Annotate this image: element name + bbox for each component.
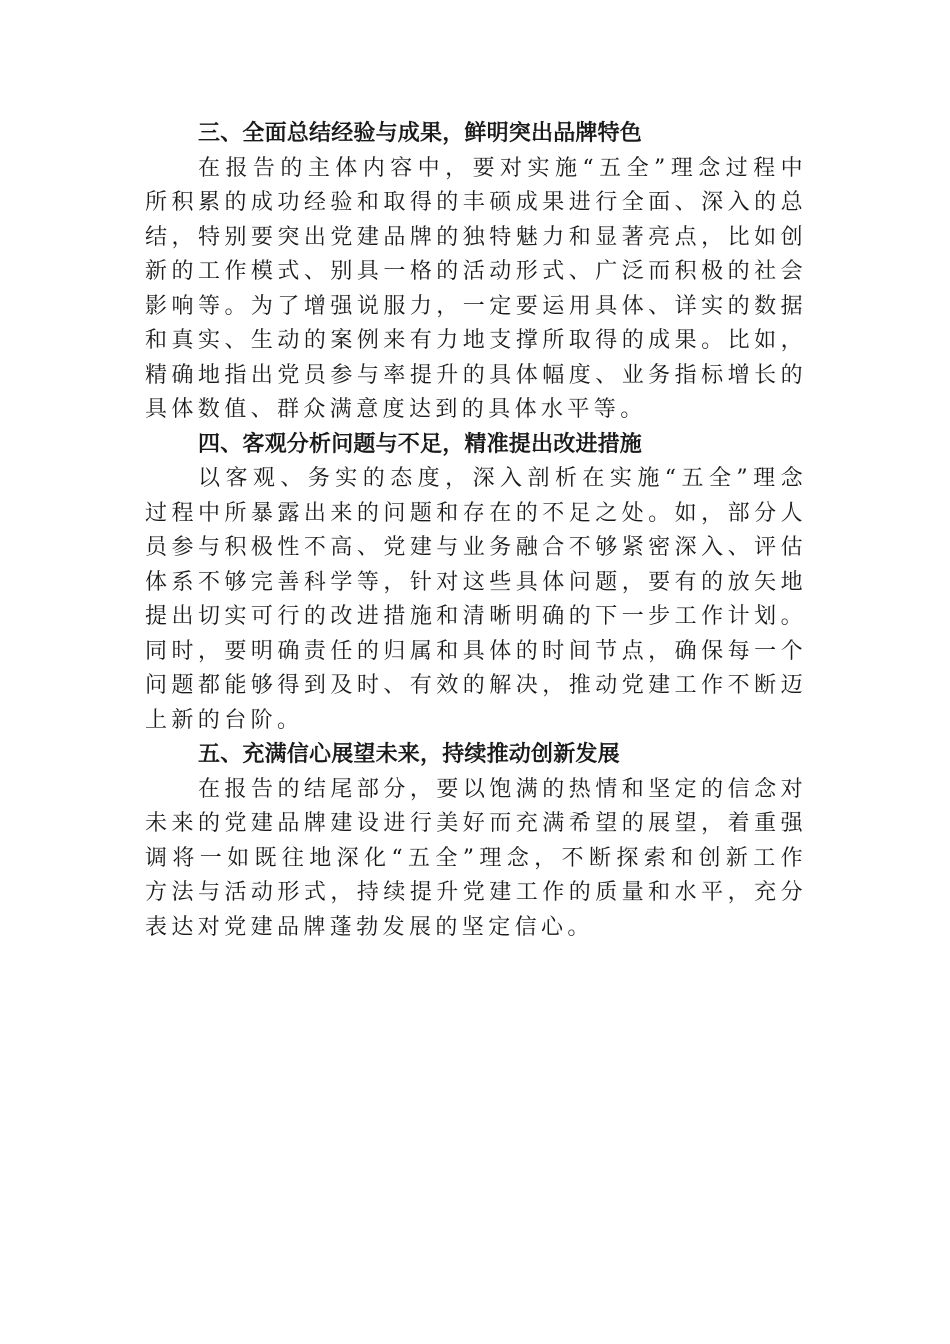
section-heading: 四、客观分析问题与不足，精准提出改进措施	[198, 431, 643, 457]
section-paragraph: 在报告的主体内容中，要对实施“五全”理念过程中所积累的成功经验和取得的丰硕成果进行全面、深入的总结，特别要突出党建品牌的独特魅力和显著亮点，比如创新的工作模式、别具一格的活动形式、广泛而积极的社会影响等。为了增强说服力，一定要运用具体、详实的数据和真实、生动的案例来有力地支撑所取得的成果。比如，精确地指出党员参与率提升的具体幅度、业务指标增长的具体数值、群众满意度达到的具体水平等。	[145, 155, 807, 422]
section-paragraph: 以客观、务实的态度，深入剖析在实施“五全”理念过程中所暴露出来的问题和存在的不足之处。如，部分人员参与积极性不高、党建与业务融合不够紧密深入、评估体系不够完善科学等，针对这些具体问题，要有的放矢地提出切实可行的改进措施和清晰明确的下一步工作计划。同时，要明确责任的归属和具体的时间节点，确保每一个问题都能够得到及时、有效的解决，推动党建工作不断迈上新的台阶。	[145, 466, 807, 733]
section-heading: 三、全面总结经验与成果，鲜明突出品牌特色	[198, 121, 643, 146]
section-heading: 五、充满信心展望未来，持续推动创新发展	[198, 742, 620, 767]
document-body	[145, 117, 807, 945]
section-paragraph: 在报告的结尾部分，要以饱满的热情和坚定的信念对未来的党建品牌建设进行美好而充满希望的展望，着重强调将一如既往地深化“五全”理念，不断探索和创新工作方法与活动形式，持续提升党建工作的质量和水平，充分表达对党建品牌蓬勃发展的坚定信心。	[145, 776, 807, 940]
